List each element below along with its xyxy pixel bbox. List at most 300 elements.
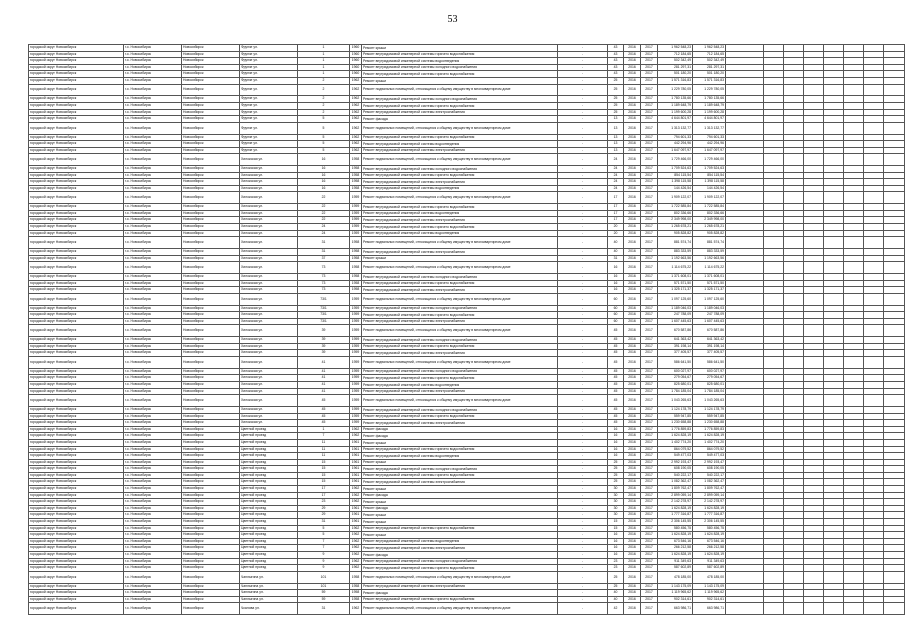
cell-empty — [824, 368, 844, 375]
cell-dash: - — [558, 413, 608, 420]
cell-empty — [784, 280, 804, 287]
cell-year-built: 1962 — [350, 532, 362, 539]
cell-municipality: городской округ Новосибирск — [29, 525, 124, 532]
cell-empty — [784, 426, 804, 433]
cell-street: Цветной проезд — [240, 459, 298, 466]
cell-empty — [884, 525, 905, 532]
cell-fund-cost: 247 788,09 — [693, 312, 726, 319]
cell-end-year: 2017 — [641, 368, 658, 375]
cell-empty — [844, 293, 864, 305]
cell-year-built: 1959 — [350, 204, 362, 211]
cell-empty — [804, 230, 824, 237]
cell-end-year: 2017 — [641, 217, 658, 224]
cell-end-year: 2017 — [641, 519, 658, 526]
cell-district: г.о. Новосибирск — [124, 64, 182, 71]
cell-end-year: 2017 — [641, 293, 658, 305]
cell-total-cost: 1 624 828,19 — [658, 433, 693, 440]
cell-district: г.о. Новосибирск — [124, 71, 182, 78]
cell-municipality: городской округ Новосибирск — [29, 224, 124, 231]
cell-house-number: 1 — [298, 51, 350, 58]
cell-end-year: 2017 — [641, 204, 658, 211]
cell-empty — [804, 545, 824, 552]
cell-total-cost: 1 043 265,63 — [658, 395, 693, 407]
cell-total-cost: 501 180,20 — [658, 71, 693, 78]
cell-locality: Новосибирск — [182, 172, 240, 179]
cell-work-type: Ремонт внутридомовой инженерной системы водоотведения — [362, 141, 558, 148]
cell-empty — [844, 558, 864, 565]
cell-work-type: Ремонт внутридомовой инженерной системы горячего водоснабжения — [362, 102, 558, 109]
cell-empty — [784, 262, 804, 274]
cell-district: г.о. Новосибирск — [124, 51, 182, 58]
cell-year-built: 1962 — [350, 433, 362, 440]
cell-municipality: городской округ Новосибирск — [29, 84, 124, 96]
cell-dash: - — [558, 84, 608, 96]
cell-street: Хилокская ул. — [240, 420, 298, 427]
cell-locality: Новосибирск — [182, 571, 240, 583]
cell-fund-cost: 911 349,63 — [693, 558, 726, 565]
cell-start-year: 2016 — [624, 172, 641, 179]
cell-empty — [824, 479, 844, 486]
cell-start-year: 2016 — [624, 368, 641, 375]
cell-empty — [824, 532, 844, 539]
cell-district: г.о. Новосибирск — [124, 192, 182, 204]
cell-house-number: 73 — [298, 280, 350, 287]
cell-end-year: 2017 — [641, 58, 658, 65]
cell-empty — [844, 280, 864, 287]
cell-empty — [804, 58, 824, 65]
cell-empty — [844, 492, 864, 499]
cell-district: г.о. Новосибирск — [124, 420, 182, 427]
cell-street: Чаплыгина ул. — [240, 583, 298, 590]
cell-work-type: Ремонт внутридомовой инженерной системы холодного водоснабжения — [362, 558, 558, 565]
cell-empty — [784, 459, 804, 466]
cell-empty — [804, 166, 824, 173]
cell-start-year: 2016 — [624, 343, 641, 350]
cell-end-year: 2017 — [641, 558, 658, 565]
cell-empty — [804, 413, 824, 420]
cell-apartments: 16 — [608, 538, 624, 545]
cell-apartments: 43 — [608, 51, 624, 58]
cell-house-number: 73 — [298, 274, 350, 281]
cell-fund-cost: 1 124 178,79 — [693, 406, 726, 413]
cell-empty — [844, 204, 864, 211]
cell-empty — [804, 172, 824, 179]
cell-empty — [864, 356, 884, 368]
cell-empty — [764, 96, 784, 103]
cell-year-built: 1959 — [350, 318, 362, 325]
cell-empty — [804, 116, 824, 123]
cell-fund-cost: 1 777 316,87 — [693, 512, 726, 519]
cell-empty — [864, 571, 884, 583]
cell-empty — [726, 287, 764, 294]
cell-empty — [884, 274, 905, 281]
cell-house-number: 73/1 — [298, 312, 350, 319]
cell-street: Хилокская ул. — [240, 312, 298, 319]
cell-empty — [844, 305, 864, 312]
cell-empty — [884, 84, 905, 96]
cell-locality: Новосибирск — [182, 492, 240, 499]
cell-empty — [844, 312, 864, 319]
cell-municipality: городской округ Новосибирск — [29, 166, 124, 173]
cell-dash: - — [558, 603, 608, 615]
cell-street: Хилокская ул. — [240, 224, 298, 231]
cell-apartments: 16 — [608, 545, 624, 552]
cell-apartments: 13 — [608, 134, 624, 141]
cell-start-year: 2016 — [624, 237, 641, 249]
cell-empty — [784, 237, 804, 249]
cell-empty — [784, 538, 804, 545]
cell-empty — [844, 538, 864, 545]
cell-empty — [844, 499, 864, 506]
cell-start-year: 2016 — [624, 590, 641, 597]
cell-empty — [844, 51, 864, 58]
cell-dash: - — [558, 552, 608, 559]
cell-empty — [884, 552, 905, 559]
cell-district: г.о. Новосибирск — [124, 538, 182, 545]
cell-empty — [784, 433, 804, 440]
cell-house-number: 59 — [298, 590, 350, 597]
cell-street: Фрунзе ул. — [240, 84, 298, 96]
cell-empty — [824, 558, 844, 565]
cell-empty — [804, 84, 824, 96]
cell-apartments: 30 — [608, 486, 624, 493]
cell-empty — [884, 538, 905, 545]
cell-end-year: 2017 — [641, 603, 658, 615]
cell-empty — [726, 204, 764, 211]
cell-locality: Новосибирск — [182, 255, 240, 262]
cell-dash: - — [558, 312, 608, 319]
cell-year-built: 1959 — [350, 230, 362, 237]
cell-empty — [726, 116, 764, 123]
cell-empty — [884, 293, 905, 305]
cell-empty — [804, 479, 824, 486]
cell-empty — [824, 45, 844, 52]
cell-empty — [844, 420, 864, 427]
cell-empty — [726, 305, 764, 312]
cell-dash: - — [558, 262, 608, 274]
cell-apartments: 43 — [608, 58, 624, 65]
cell-locality: Новосибирск — [182, 356, 240, 368]
cell-empty — [844, 571, 864, 583]
cell-empty — [844, 505, 864, 512]
table-row — [29, 96, 905, 103]
cell-empty — [764, 505, 784, 512]
cell-locality: Новосибирск — [182, 479, 240, 486]
cell-empty — [864, 280, 884, 287]
cell-empty — [824, 192, 844, 204]
cell-work-type: Ремонт подвальных помещений, относящихся к общему имуществу в многоквартирном доме — [362, 293, 558, 305]
cell-empty — [764, 492, 784, 499]
cell-district: г.о. Новосибирск — [124, 512, 182, 519]
cell-locality: Новосибирск — [182, 446, 240, 453]
cell-dash: - — [558, 596, 608, 603]
cell-district: г.о. Новосибирск — [124, 590, 182, 597]
cell-empty — [824, 71, 844, 78]
cell-municipality: городской округ Новосибирск — [29, 102, 124, 109]
cell-empty — [784, 552, 804, 559]
cell-empty — [764, 64, 784, 71]
cell-empty — [764, 337, 784, 344]
cell-empty — [864, 287, 884, 294]
cell-empty — [764, 204, 784, 211]
cell-empty — [726, 179, 764, 186]
cell-empty — [884, 280, 905, 287]
cell-locality: Новосибирск — [182, 375, 240, 382]
cell-municipality: городской округ Новосибирск — [29, 479, 124, 486]
cell-empty — [824, 134, 844, 141]
cell-street: Цветной проезд — [240, 439, 298, 446]
cell-locality: Новосибирск — [182, 274, 240, 281]
cell-street: Хилокская ул. — [240, 185, 298, 192]
cell-fund-cost: 1 647 097,97 — [693, 147, 726, 154]
cell-locality: Новосибирск — [182, 486, 240, 493]
cell-dash: - — [558, 356, 608, 368]
cell-year-built: 1959 — [350, 210, 362, 217]
cell-total-cost: 1 230 658,88 — [658, 420, 693, 427]
cell-year-built: 1958 — [350, 237, 362, 249]
cell-street: Хилокская ул. — [240, 287, 298, 294]
cell-district: г.о. Новосибирск — [124, 479, 182, 486]
cell-work-type: Ремонт крыши — [362, 459, 558, 466]
cell-municipality: городской округ Новосибирск — [29, 96, 124, 103]
cell-empty — [784, 356, 804, 368]
cell-street: Фрунзе ул. — [240, 122, 298, 134]
cell-dash: - — [558, 166, 608, 173]
cell-start-year: 2016 — [624, 58, 641, 65]
cell-house-number: 11 — [298, 453, 350, 460]
cell-empty — [726, 166, 764, 173]
table-row — [29, 116, 905, 123]
cell-district: г.о. Новосибирск — [124, 343, 182, 350]
cell-district: г.о. Новосибирск — [124, 552, 182, 559]
cell-empty — [844, 237, 864, 249]
cell-total-cost: 1 571 316,83 — [658, 77, 693, 84]
cell-apartments: 13 — [608, 122, 624, 134]
cell-year-built: 1962 — [350, 147, 362, 154]
cell-fund-cost: 1 230 658,88 — [693, 420, 726, 427]
cell-apartments: 16 — [608, 262, 624, 274]
cell-municipality: городской округ Новосибирск — [29, 603, 124, 615]
cell-start-year: 2016 — [624, 84, 641, 96]
cell-empty — [864, 51, 884, 58]
cell-start-year: 2016 — [624, 204, 641, 211]
cell-empty — [784, 71, 804, 78]
table-row — [29, 84, 905, 96]
cell-empty — [784, 525, 804, 532]
cell-year-built: 1959 — [350, 217, 362, 224]
cell-street: Хилокская ул. — [240, 293, 298, 305]
cell-empty — [864, 58, 884, 65]
cell-street: Фрунзе ул. — [240, 51, 298, 58]
cell-work-type: Ремонт внутридомовой инженерной системы горячего водоснабжения — [362, 312, 558, 319]
cell-locality: Новосибирск — [182, 141, 240, 148]
table-row — [29, 64, 905, 71]
cell-empty — [784, 381, 804, 388]
cell-year-built: 1958 — [350, 179, 362, 186]
cell-empty — [824, 154, 844, 166]
cell-empty — [824, 420, 844, 427]
cell-empty — [784, 154, 804, 166]
cell-street: Хилокская ул. — [240, 237, 298, 249]
cell-year-built: 1962 — [350, 545, 362, 552]
cell-locality: Новосибирск — [182, 505, 240, 512]
cell-total-cost: 442 294,96 — [658, 141, 693, 148]
cell-empty — [824, 312, 844, 319]
cell-empty — [804, 287, 824, 294]
cell-empty — [844, 552, 864, 559]
cell-house-number: 45 — [298, 420, 350, 427]
cell-end-year: 2017 — [641, 343, 658, 350]
cell-empty — [804, 368, 824, 375]
cell-dash: - — [558, 325, 608, 337]
cell-empty — [764, 499, 784, 506]
cell-empty — [726, 293, 764, 305]
cell-empty — [884, 532, 905, 539]
cell-district: г.о. Новосибирск — [124, 388, 182, 395]
cell-district: г.о. Новосибирск — [124, 58, 182, 65]
cell-dash: - — [558, 318, 608, 325]
cell-district: г.о. Новосибирск — [124, 571, 182, 583]
cell-empty — [804, 538, 824, 545]
cell-apartments: 40 — [608, 249, 624, 256]
cell-empty — [726, 71, 764, 78]
cell-empty — [844, 287, 864, 294]
cell-locality: Новосибирск — [182, 532, 240, 539]
cell-empty — [884, 287, 905, 294]
cell-empty — [844, 255, 864, 262]
cell-total-cost: 1 398 115,58 — [658, 179, 693, 186]
cell-municipality: городской округ Новосибирск — [29, 459, 124, 466]
cell-empty — [824, 64, 844, 71]
cell-apartments: 15 — [608, 519, 624, 526]
cell-apartments: 16 — [608, 552, 624, 559]
cell-work-type: Ремонт внутридомовой инженерной системы электроснабжения — [362, 545, 558, 552]
cell-empty — [844, 325, 864, 337]
cell-work-type: Ремонт подвальных помещений, относящихся к общему имуществу в многоквартирном доме — [362, 262, 558, 274]
cell-end-year: 2017 — [641, 406, 658, 413]
cell-house-number: 31 — [298, 519, 350, 526]
cell-district: г.о. Новосибирск — [124, 505, 182, 512]
cell-year-built: 1958 — [350, 166, 362, 173]
cell-district: г.о. Новосибирск — [124, 166, 182, 173]
cell-locality: Новосибирск — [182, 237, 240, 249]
cell-fund-cost: 1 189 648,79 — [693, 102, 726, 109]
cell-empty — [784, 77, 804, 84]
cell-fund-cost: 478 185,00 — [693, 571, 726, 583]
table-row — [29, 532, 905, 539]
cell-district: г.о. Новосибирск — [124, 406, 182, 413]
cell-empty — [884, 545, 905, 552]
cell-empty — [726, 172, 764, 179]
cell-empty — [726, 505, 764, 512]
cell-fund-cost: 1 082 362,47 — [693, 479, 726, 486]
cell-start-year: 2016 — [624, 545, 641, 552]
cell-year-built: 1959 — [350, 356, 362, 368]
cell-empty — [726, 433, 764, 440]
cell-empty — [824, 512, 844, 519]
cell-empty — [726, 420, 764, 427]
cell-end-year: 2017 — [641, 505, 658, 512]
cell-empty — [844, 262, 864, 274]
cell-work-type: Ремонт крыши — [362, 499, 558, 506]
cell-apartments: 24 — [608, 172, 624, 179]
cell-year-built: 1958 — [350, 255, 362, 262]
cell-empty — [864, 312, 884, 319]
cell-end-year: 2017 — [641, 325, 658, 337]
cell-house-number: 59 — [298, 596, 350, 603]
cell-work-type: Ремонт внутридомовой инженерной системы горячего водоснабжения — [362, 343, 558, 350]
cell-empty — [784, 545, 804, 552]
cell-district: г.о. Новосибирск — [124, 96, 182, 103]
cell-empty — [844, 479, 864, 486]
cell-empty — [804, 486, 824, 493]
cell-empty — [764, 147, 784, 154]
cell-end-year: 2017 — [641, 210, 658, 217]
cell-empty — [764, 406, 784, 413]
cell-end-year: 2017 — [641, 122, 658, 134]
cell-municipality: городской округ Новосибирск — [29, 217, 124, 224]
cell-empty — [726, 439, 764, 446]
cell-empty — [726, 466, 764, 473]
cell-empty — [884, 318, 905, 325]
cell-empty — [844, 109, 864, 116]
cell-municipality: городской округ Новосибирск — [29, 395, 124, 407]
cell-house-number: 101 — [298, 571, 350, 583]
cell-dash: - — [558, 350, 608, 357]
cell-dash: - — [558, 293, 608, 305]
cell-empty — [844, 466, 864, 473]
cell-empty — [844, 375, 864, 382]
cell-empty — [784, 446, 804, 453]
cell-empty — [824, 552, 844, 559]
cell-locality: Новосибирск — [182, 433, 240, 440]
cell-empty — [804, 388, 824, 395]
cell-house-number: 22 — [298, 204, 350, 211]
cell-end-year: 2017 — [641, 179, 658, 186]
cell-empty — [864, 64, 884, 71]
cell-empty — [824, 590, 844, 597]
cell-empty — [824, 538, 844, 545]
cell-empty — [726, 350, 764, 357]
cell-fund-cost: 502 342,49 — [693, 58, 726, 65]
cell-empty — [784, 472, 804, 479]
cell-district: г.о. Новосибирск — [124, 558, 182, 565]
cell-apartments: 25 — [608, 77, 624, 84]
cell-total-cost: 902 314,61 — [658, 596, 693, 603]
cell-empty — [884, 96, 905, 103]
cell-end-year: 2017 — [641, 552, 658, 559]
cell-locality: Новосибирск — [182, 596, 240, 603]
cell-house-number: 23 — [298, 499, 350, 506]
cell-start-year: 2016 — [624, 109, 641, 116]
cell-empty — [726, 590, 764, 597]
cell-empty — [844, 519, 864, 526]
cell-empty — [764, 368, 784, 375]
cell-work-type: Ремонт внутридомовой инженерной системы водоотведения — [362, 230, 558, 237]
cell-empty — [784, 596, 804, 603]
cell-house-number: 5 — [298, 116, 350, 123]
cell-empty — [884, 154, 905, 166]
cell-fund-cost: 586 641,50 — [693, 356, 726, 368]
cell-empty — [824, 262, 844, 274]
cell-street: Хилокская ул. — [240, 204, 298, 211]
cell-apartments: 25 — [608, 466, 624, 473]
cell-start-year: 2016 — [624, 255, 641, 262]
table-row — [29, 337, 905, 344]
cell-apartments: 45 — [608, 388, 624, 395]
cell-dash: - — [558, 96, 608, 103]
cell-total-cost: 1 189 046,03 — [658, 305, 693, 312]
